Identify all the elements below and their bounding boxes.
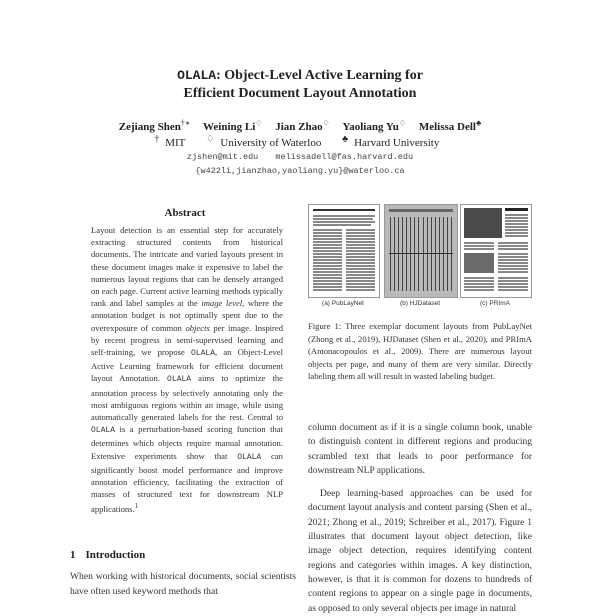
- author: Melissa Dell♣: [418, 118, 482, 133]
- right-column-text: [308, 421, 532, 616]
- figure-1: [308, 204, 530, 308]
- figure-caption: Figure 1: Three exemplar document layouts from PubLayNet (Zhong et al., 2019), HJDataset (Shen et al., 2020), and PRImA (Antonacopoulos et al., 2009). There are numerous layout objects per page, and many of them are very similar. Directly labeling them all will result in wasted labeling budget.: [308, 321, 532, 382]
- title-system-name: OLALA: [177, 68, 217, 83]
- abstract-heading: Abstract: [164, 207, 206, 219]
- footnote-mark[interactable]: 1: [134, 502, 139, 511]
- figure-thumbnail-prima: [460, 204, 532, 298]
- title-line1: : Object-Level Active Learning for: [216, 68, 423, 83]
- figure-thumbnail-publaynet: [308, 204, 380, 298]
- abstract-body: Layout detection is an essential step for accurately extracting structured contents from historical documents. The intricate and varied layouts present in these document images make it expensive to label the numerous layout regions that can be densely arranged on each page. Current active learning methods typically rank and label samples at the image level, where the annotation budget is not optimally spent due to the overexposure of common objects per image. Inspired by recent progress in semi-supervised learning and self-training, we propose OLALA, an Object-Level Active Learning framework for efficient document layout Annotation. OLALA aims to optimize the annotation process by selectively annotating only the most ambiguous regions within an image, while using automatically generated labels for the rest. Central to OLALA is a perturbation-based scoring function that determines which objects require manual annotation. Extensive experiments show that OLALA can significantly boost model performance and improve annotation efficiency, facilitating the extraction of masses of structured text for downstream NLP applications.$^1$: [91, 225, 283, 515]
- affiliation: ♢ University of Waterloo: [206, 133, 322, 149]
- affiliations: [0, 133, 600, 149]
- author: Jian Zhao♢: [275, 118, 330, 133]
- affiliation: † MIT: [154, 133, 186, 149]
- figure-thumbnail-hjdataset: [384, 204, 458, 298]
- author: Weining Li♢: [203, 118, 263, 133]
- figure-sublabel: (b) HJDataset: [399, 300, 441, 307]
- figure-sublabel: (a) PubLayNet: [322, 300, 364, 307]
- paper-title: [0, 67, 600, 103]
- introduction-text: When working with historical documents, social scientists have often used keyword methods that: [70, 571, 296, 597]
- author-list: [0, 118, 600, 133]
- paragraph: Deep learning-based approaches can be used for document layout analysis and content parsing (Shen et al., 2021; Zhong et al., 2019; Schreiber et al., 2017). Figure 1 illustrates that document layout object detection, like image object detection, requires identifying content regions and categories within images. A key distinction, however, is that it is common for dozens to hundreds of content regions to appear on a single page in documents, as opposed to only several objects per image in natural: [308, 489, 532, 614]
- email-line-1: [0, 152, 600, 162]
- email[interactable]: melissadell@fas.harvard.edu: [275, 152, 414, 162]
- section-heading-introduction: 1 Introduction: [70, 549, 146, 561]
- figure-sublabel: (c) PRImA: [480, 300, 510, 307]
- email[interactable]: zjshen@mit.edu: [186, 152, 259, 162]
- paragraph: column document as if it is a single column book, unable to distinguish content in different regions and producing scrambled text that leads to poor performance for downstream NLP applications.: [308, 423, 532, 476]
- author: Yaoliang Yu♢: [342, 118, 407, 133]
- author: Zejiang Shen†∗: [118, 118, 191, 133]
- affiliation: ♣ Harvard University: [342, 133, 440, 149]
- title-line2: Efficient Document Layout Annotation: [183, 86, 417, 101]
- email-line-2[interactable]: {w422li,jianzhao,yaoliang.yu}@waterloo.ca: [195, 166, 405, 176]
